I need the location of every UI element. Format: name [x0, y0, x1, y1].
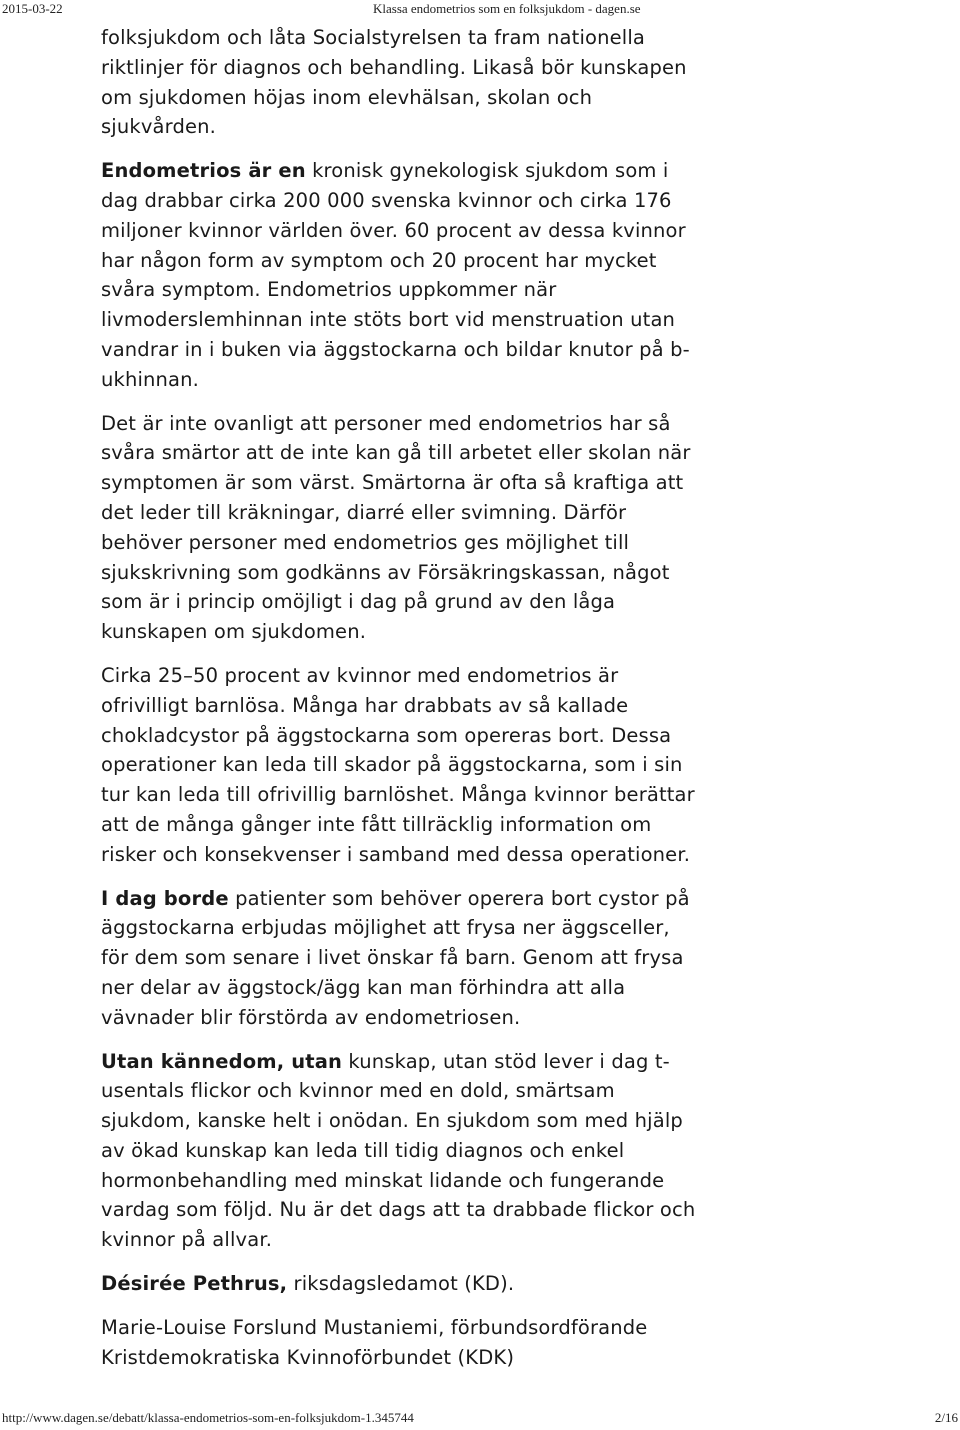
page-url: http://www.dagen.se/debatt/klassa-endometrios-som-en-folksjukdom-1.345744 — [2, 1410, 414, 1425]
paragraph-5 — [101, 884, 701, 1033]
paragraph-6-lead: Utan kännedom, utan — [101, 1049, 343, 1073]
paragraph-1: folksjukdom och låta Socialstyrelsen ta fram nationella riktlinjer för diagnos och behandling. Likaså bör kunskapen om sjukdomen höjas inom elevhälsan, skolan och sjukvården. — [101, 26, 687, 139]
paragraph-6-text: kunskap, utan stöd lever i dag t-usentals flickor och kvinnor med en dold, smärtsam sjukdom, kanske helt i onödan. En sjukdom som med hjälp av ökad kunskap kan leda till tidig diagnos och enkel hormonbehandling med minskat lidande och fungerande vardag som följd. Nu är det dags att ta drabbade flickor och kvinnor på allvar. — [101, 1049, 696, 1252]
paragraph-2-text: kronisk gynekologisk sjukdom som i dag drabbar cirka 200 000 svenska kvinnor och cirka 176 miljoner kvinnor världen över. 60 procent av dessa kvinnor har någon form av symptom och 20 procent har mycket svåra symptom. Endometrios uppkommer när livmoderslemhinnan inte stöts bort vid menstruation utan vandrar in i buken via äggstockarna och bildar knutor på b-ukhinnan. — [101, 159, 690, 391]
paragraph-2 — [101, 156, 701, 394]
page-number: 2/16 — [934, 1410, 958, 1425]
signature-2: Marie-Louise Forslund Mustaniemi, förbundsordförande Kristdemokratiska Kvinnoförbundet (KDK) — [101, 1315, 648, 1369]
signature-1-role: riksdagsledamot (KD). — [287, 1272, 515, 1296]
print-date: 2015-03-22 — [2, 1, 63, 16]
paragraph-6 — [101, 1047, 701, 1256]
article-body — [101, 23, 701, 1386]
paragraph-4: Cirka 25–50 procent av kvinnor med endometrios är ofrivilligt barnlösa. Många har drabbats av så kallade chokladcystor på äggstockarna som opereras bort. Dessa operationer kan leda till skador på äggstockarna, som i sin tur kan leda till ofrivillig barnlöshet. Många kvinnor berättar att de många gånger inte fått tillräcklig information om risker och konsekvenser i samband med dessa operationer. — [101, 663, 695, 866]
page-title: Klassa endometrios som en folksjukdom - dagen.se — [373, 1, 641, 16]
print-footer — [0, 1410, 960, 1430]
print-header — [0, 0, 960, 20]
signature-1-name: Désirée Pethrus, — [101, 1272, 288, 1296]
signature-1 — [101, 1269, 701, 1299]
paragraph-2-lead: Endometrios är en — [101, 159, 306, 183]
paragraph-5-lead: I dag borde — [101, 886, 229, 910]
paragraph-5-text: patienter som behöver operera bort cystor på äggstockarna erbjudas möjlighet att frysa ner äggsceller, för dem som senare i livet önskar få barn. Genom att frysa ner delar av äggstock/ägg kan man förhindra att alla vävnader blir förstörda av endometriosen. — [101, 886, 690, 1029]
paragraph-3: Det är inte ovanligt att personer med endometrios har så svåra smärtor att de inte kan gå till arbetet eller skolan när symptomen är som värst. Smärtorna är ofta så kraftiga att det leder till kräkningar, diarré eller svimning. Därför behöver personer med endometrios ges möjlighet till sjukskrivning som godkänns av Försäkringskassan, något som är i princip omöjligt i dag på grund av den låga kunskapen om sjukdomen. — [101, 411, 691, 644]
